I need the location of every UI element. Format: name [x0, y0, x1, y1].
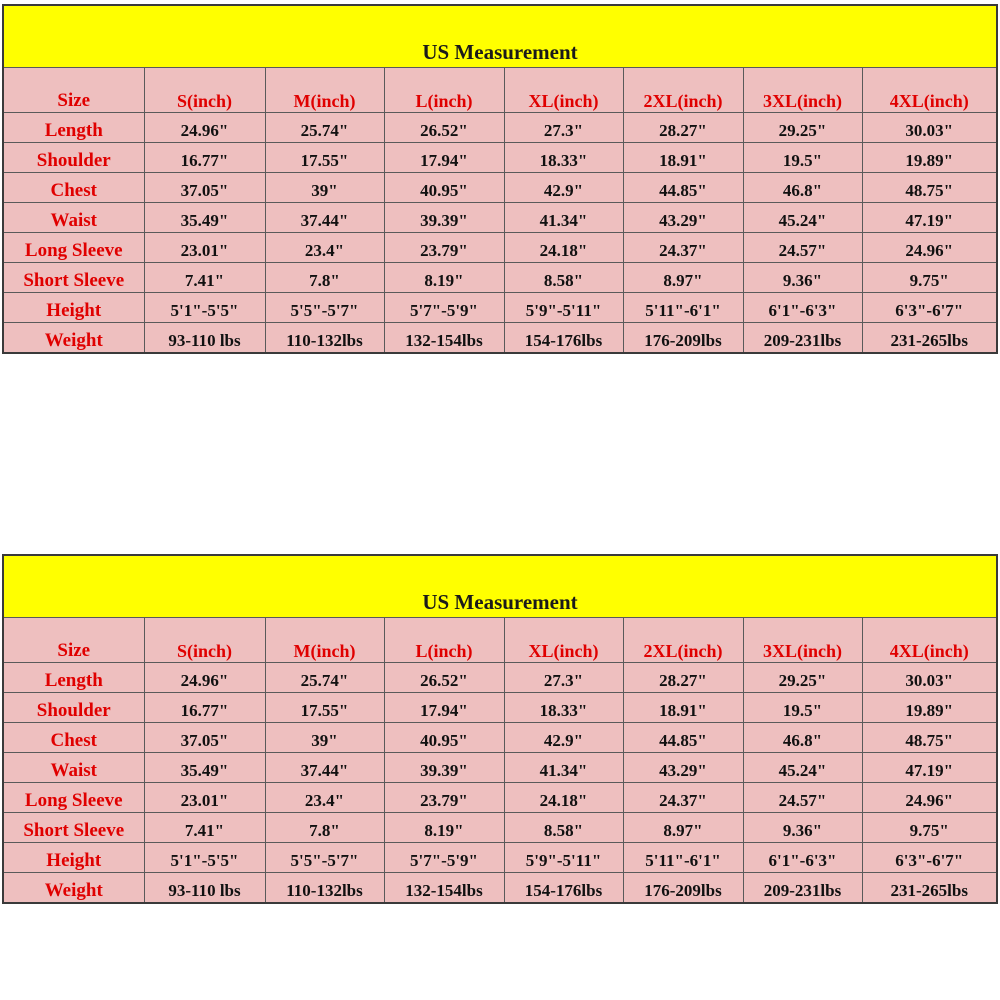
table-row [4, 233, 996, 263]
table-cell: 24.57" [743, 233, 862, 263]
table-cell: 6'1"-6'3" [743, 293, 862, 323]
table-cell: 41.34" [504, 203, 623, 233]
table-cell: 93-110 lbs [144, 873, 265, 903]
size-column-header: 4XL(inch) [862, 618, 996, 663]
table-cell: 45.24" [743, 203, 862, 233]
table-row [4, 753, 996, 783]
size-column-header: L(inch) [384, 68, 504, 113]
table-cell: 28.27" [623, 663, 743, 693]
table-cell: 29.25" [743, 663, 862, 693]
table-cell: 44.85" [623, 173, 743, 203]
table-cell: 5'7"-5'9" [384, 843, 504, 873]
table-cell: 27.3" [504, 663, 623, 693]
table-cell: 19.89" [862, 693, 996, 723]
table-row [4, 783, 996, 813]
size-chart-bottom [2, 554, 998, 904]
table-cell: 132-154lbs [384, 323, 504, 353]
table-cell: 37.44" [265, 753, 384, 783]
row-label: Weight [4, 323, 144, 353]
table-row [4, 263, 996, 293]
row-label: Waist [4, 753, 144, 783]
table-cell: 24.96" [144, 663, 265, 693]
table-cell: 41.34" [504, 753, 623, 783]
table-row [4, 873, 996, 903]
row-label: Height [4, 843, 144, 873]
size-column-header: M(inch) [265, 68, 384, 113]
table-cell: 23.79" [384, 233, 504, 263]
table-cell: 44.85" [623, 723, 743, 753]
table-cell: 35.49" [144, 753, 265, 783]
row-label: Weight [4, 873, 144, 903]
table-cell: 209-231lbs [743, 323, 862, 353]
title-bar [4, 556, 996, 618]
table-cell: 24.37" [623, 783, 743, 813]
chart-title: US Measurement [422, 40, 578, 64]
table-cell: 25.74" [265, 663, 384, 693]
row-label: Length [4, 663, 144, 693]
table-cell: 5'5"-5'7" [265, 293, 384, 323]
table-cell: 209-231lbs [743, 873, 862, 903]
table-cell: 16.77" [144, 143, 265, 173]
table-cell: 8.97" [623, 263, 743, 293]
table-cell: 43.29" [623, 203, 743, 233]
size-column-header: XL(inch) [504, 68, 623, 113]
table-cell: 5'1"-5'5" [144, 843, 265, 873]
size-table [4, 68, 996, 352]
table-cell: 40.95" [384, 173, 504, 203]
table-cell: 26.52" [384, 663, 504, 693]
size-column-header: 2XL(inch) [623, 68, 743, 113]
table-row [4, 723, 996, 753]
table-cell: 9.36" [743, 813, 862, 843]
table-cell: 176-209lbs [623, 323, 743, 353]
table-row [4, 693, 996, 723]
size-column-header: S(inch) [144, 68, 265, 113]
table-cell: 28.27" [623, 113, 743, 143]
table-cell: 48.75" [862, 173, 996, 203]
table-cell: 9.36" [743, 263, 862, 293]
table-cell: 43.29" [623, 753, 743, 783]
chart-title: US Measurement [422, 590, 578, 614]
table-cell: 23.79" [384, 783, 504, 813]
table-cell: 132-154lbs [384, 873, 504, 903]
size-column-header: M(inch) [265, 618, 384, 663]
size-column-header: XL(inch) [504, 618, 623, 663]
table-cell: 231-265lbs [862, 323, 996, 353]
table-cell: 6'3"-6'7" [862, 293, 996, 323]
size-column-header: 3XL(inch) [743, 618, 862, 663]
table-cell: 17.94" [384, 693, 504, 723]
table-cell: 7.8" [265, 813, 384, 843]
table-cell: 5'11"-6'1" [623, 293, 743, 323]
table-cell: 24.96" [144, 113, 265, 143]
table-cell: 23.4" [265, 233, 384, 263]
table-cell: 154-176lbs [504, 323, 623, 353]
table-cell: 18.91" [623, 143, 743, 173]
table-cell: 26.52" [384, 113, 504, 143]
table-cell: 9.75" [862, 813, 996, 843]
table-cell: 5'5"-5'7" [265, 843, 384, 873]
table-cell: 27.3" [504, 113, 623, 143]
table-row [4, 813, 996, 843]
table-cell: 5'9"-5'11" [504, 293, 623, 323]
table-cell: 9.75" [862, 263, 996, 293]
table-cell: 8.19" [384, 263, 504, 293]
table-cell: 8.19" [384, 813, 504, 843]
table-cell: 47.19" [862, 203, 996, 233]
table-cell: 30.03" [862, 113, 996, 143]
table-cell: 17.94" [384, 143, 504, 173]
table-row [4, 663, 996, 693]
table-cell: 18.33" [504, 693, 623, 723]
table-cell: 47.19" [862, 753, 996, 783]
table-cell: 18.33" [504, 143, 623, 173]
header-row [4, 68, 996, 113]
table-cell: 110-132lbs [265, 323, 384, 353]
title-bar [4, 6, 996, 68]
table-cell: 17.55" [265, 143, 384, 173]
table-row [4, 323, 996, 353]
table-cell: 19.5" [743, 693, 862, 723]
table-cell: 17.55" [265, 693, 384, 723]
table-cell: 48.75" [862, 723, 996, 753]
table-cell: 46.8" [743, 173, 862, 203]
table-row [4, 113, 996, 143]
header-row [4, 618, 996, 663]
table-cell: 5'11"-6'1" [623, 843, 743, 873]
table-cell: 231-265lbs [862, 873, 996, 903]
table-row [4, 173, 996, 203]
table-cell: 42.9" [504, 173, 623, 203]
table-cell: 19.5" [743, 143, 862, 173]
size-column-header: 4XL(inch) [862, 68, 996, 113]
table-row [4, 843, 996, 873]
table-cell: 39.39" [384, 203, 504, 233]
size-header: Size [4, 618, 144, 663]
table-cell: 18.91" [623, 693, 743, 723]
size-column-header: S(inch) [144, 618, 265, 663]
table-cell: 16.77" [144, 693, 265, 723]
size-column-header: 2XL(inch) [623, 618, 743, 663]
row-label: Long Sleeve [4, 783, 144, 813]
row-label: Shoulder [4, 143, 144, 173]
table-cell: 7.8" [265, 263, 384, 293]
table-cell: 42.9" [504, 723, 623, 753]
table-cell: 8.58" [504, 263, 623, 293]
row-label: Shoulder [4, 693, 144, 723]
table-cell: 6'1"-6'3" [743, 843, 862, 873]
table-cell: 110-132lbs [265, 873, 384, 903]
table-cell: 7.41" [144, 263, 265, 293]
table-cell: 35.49" [144, 203, 265, 233]
table-cell: 8.58" [504, 813, 623, 843]
table-cell: 25.74" [265, 113, 384, 143]
table-cell: 7.41" [144, 813, 265, 843]
table-cell: 24.18" [504, 233, 623, 263]
table-cell: 39" [265, 173, 384, 203]
table-cell: 23.01" [144, 233, 265, 263]
table-cell: 24.96" [862, 233, 996, 263]
table-cell: 46.8" [743, 723, 862, 753]
size-chart-top [2, 4, 998, 354]
table-cell: 6'3"-6'7" [862, 843, 996, 873]
row-label: Height [4, 293, 144, 323]
table-cell: 23.4" [265, 783, 384, 813]
table-cell: 40.95" [384, 723, 504, 753]
table-cell: 176-209lbs [623, 873, 743, 903]
table-cell: 24.57" [743, 783, 862, 813]
table-row [4, 203, 996, 233]
table-cell: 19.89" [862, 143, 996, 173]
table-cell: 24.18" [504, 783, 623, 813]
table-cell: 23.01" [144, 783, 265, 813]
table-cell: 39" [265, 723, 384, 753]
table-cell: 37.05" [144, 723, 265, 753]
table-cell: 24.37" [623, 233, 743, 263]
size-column-header: 3XL(inch) [743, 68, 862, 113]
table-cell: 5'7"-5'9" [384, 293, 504, 323]
row-label: Long Sleeve [4, 233, 144, 263]
table-cell: 5'1"-5'5" [144, 293, 265, 323]
table-cell: 45.24" [743, 753, 862, 783]
row-label: Short Sleeve [4, 263, 144, 293]
table-cell: 8.97" [623, 813, 743, 843]
table-cell: 5'9"-5'11" [504, 843, 623, 873]
table-cell: 39.39" [384, 753, 504, 783]
table-cell: 93-110 lbs [144, 323, 265, 353]
row-label: Chest [4, 173, 144, 203]
table-row [4, 293, 996, 323]
size-header: Size [4, 68, 144, 113]
table-cell: 29.25" [743, 113, 862, 143]
row-label: Short Sleeve [4, 813, 144, 843]
row-label: Chest [4, 723, 144, 753]
table-cell: 24.96" [862, 783, 996, 813]
table-cell: 154-176lbs [504, 873, 623, 903]
table-cell: 37.05" [144, 173, 265, 203]
size-column-header: L(inch) [384, 618, 504, 663]
table-cell: 37.44" [265, 203, 384, 233]
row-label: Waist [4, 203, 144, 233]
table-row [4, 143, 996, 173]
row-label: Length [4, 113, 144, 143]
table-cell: 30.03" [862, 663, 996, 693]
size-table [4, 618, 996, 902]
